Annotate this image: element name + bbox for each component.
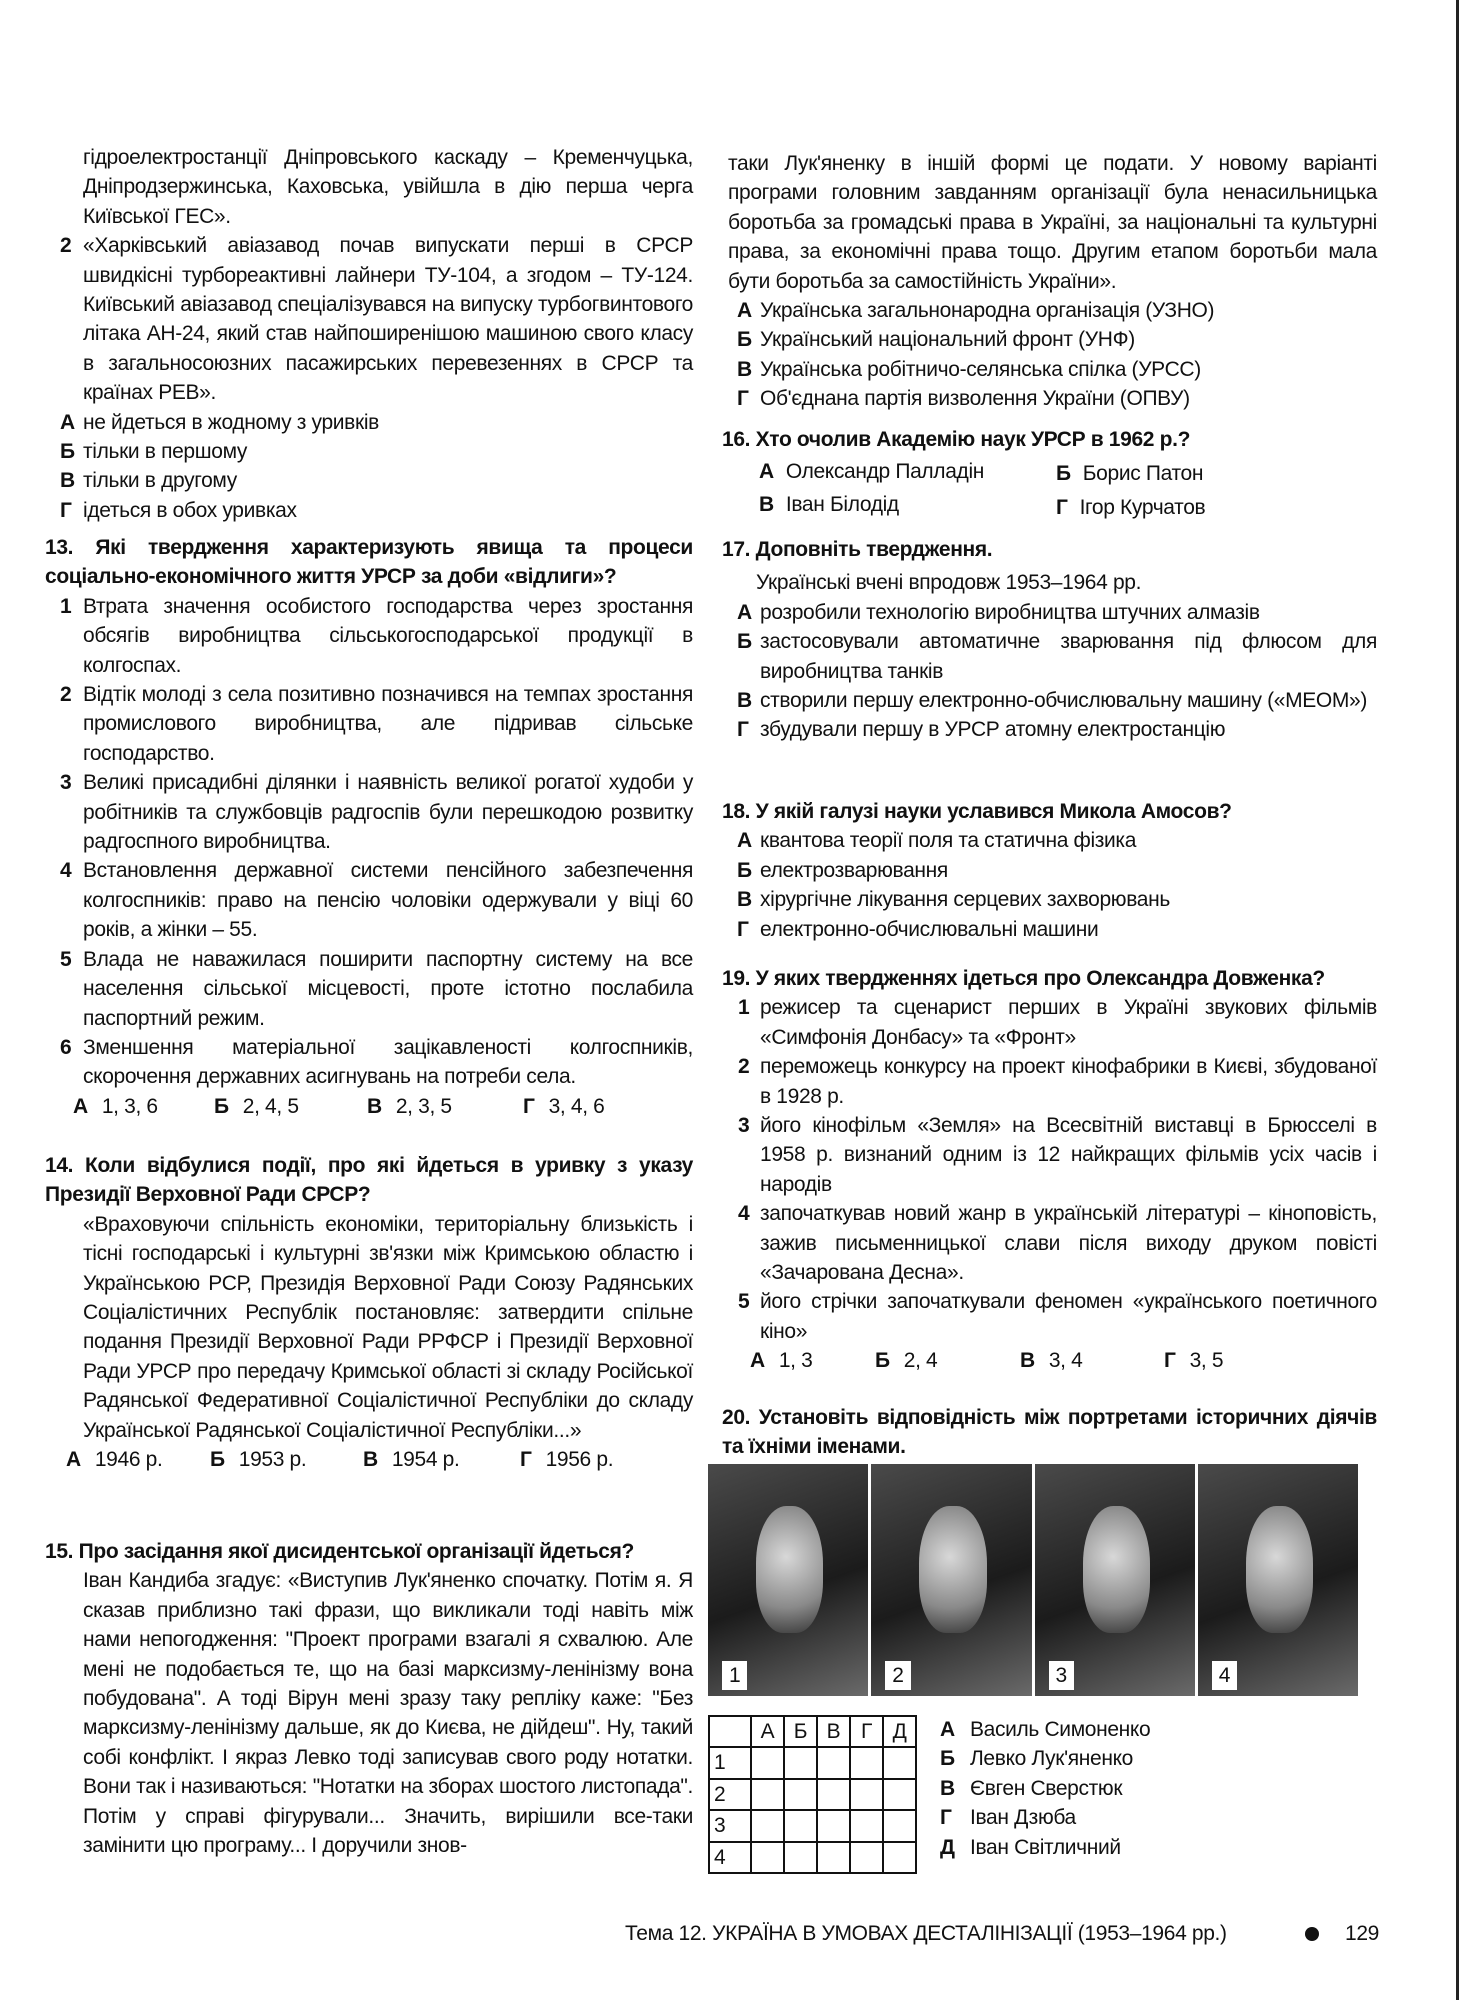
grid-cell[interactable] (784, 1779, 817, 1810)
name-option[interactable] (940, 1774, 1150, 1803)
grid-cell[interactable] (751, 1779, 784, 1810)
decree-quote: «Враховуючи спільність економіки, територіальну близькість і тісні господарські і культурні зв'язки між Кримською областю і Українською РСР, Президія Верховної Ради Союзу Радянських Соціалістичних Республік постановляє: затвердити спільне подання Президії Верховної Ради РРФСР і Президії Верховної Ради УРСР про передачу Кримської області зі складу Російської Радянської Федеративної Соціалістичної Республіки до складу Української Радянської Соціалістичної Республіки...» (83, 1212, 693, 1442)
answer-option[interactable] (363, 1445, 459, 1474)
option-text: 1953 р. (238, 1448, 307, 1472)
q16-block (722, 425, 1377, 527)
grid-col-header: В (817, 1716, 850, 1747)
name-option[interactable] (940, 1833, 1150, 1862)
answer-row (722, 1346, 1377, 1376)
grid-col-header: А (751, 1716, 784, 1747)
portrait-3 (1035, 1464, 1195, 1696)
q17-block (722, 535, 1377, 745)
grid-cell[interactable] (817, 1779, 850, 1810)
portrait-number: 1 (722, 1661, 747, 1690)
option[interactable] (1056, 493, 1205, 522)
option-text: 3, 4 (1048, 1349, 1083, 1373)
question-title: 17. Доповніть твердження. (722, 538, 993, 561)
answer-option[interactable] (210, 1445, 306, 1474)
grid-cell[interactable] (883, 1810, 916, 1841)
answer-option[interactable] (750, 1346, 812, 1375)
item-number: 5 (60, 947, 72, 971)
option[interactable] (722, 296, 1377, 325)
option-text: 3, 4, 6 (548, 1094, 605, 1118)
grid-cell[interactable] (784, 1842, 817, 1873)
memoir-quote: Іван Кандиба згадує: «Виступив Лук'яненко спочатку. Потім я. Я сказав приблизно такі фрази, що викликали тоді навіть між нами непогодження: "Проект програми взагалі я схвалюю. Але мені не подобається те, що на базі марксизму-ленінізму вона побудована". А тоді Вірун мені зразу таку репліку каже: "Без марксизму-ленінізму дальше, як до Києва, не дійдеш". Ну, такий собі конфлікт. І якраз Левко тоді записував свого роду нотатки. Вони так і називаються: "Нотатки на зборах шостого листопада". Потім у справі фігурували... Значить, вирішили все-таки замінити цю програму... І доручили знов- (83, 1569, 693, 1858)
grid-cell[interactable] (883, 1779, 916, 1810)
option-letter: Б (737, 858, 752, 882)
option-text: Український національний фронт (УНФ) (760, 328, 1135, 352)
grid-cell[interactable] (784, 1810, 817, 1841)
option-letter: В (737, 689, 752, 713)
item-number: 4 (738, 1202, 750, 1226)
item-number: 3 (60, 771, 72, 795)
option-text: Об'єднана партія визволення України (ОПВУ) (760, 387, 1190, 411)
answer-option[interactable] (520, 1445, 613, 1474)
answer-option[interactable] (66, 1445, 162, 1474)
grid-cell[interactable] (751, 1747, 784, 1778)
question-title: 19. У яких твердженнях ідеться про Олександра Довженка? (722, 967, 1325, 990)
answer-option[interactable] (214, 1092, 299, 1121)
option-letter: Г (737, 387, 749, 411)
question-title: 18. У якій галузі науки уславився Микола Амосов? (722, 800, 1232, 823)
option[interactable] (722, 885, 1377, 914)
option-text: 2, 4, 5 (242, 1094, 299, 1118)
option-letter: А (737, 600, 752, 624)
question-title: 20. Установіть відповідність між портретами історичних діячів та їхніми іменами. (722, 1406, 1377, 1459)
option-letter: Г (940, 1806, 952, 1830)
grid-row-header: 2 (709, 1779, 751, 1810)
option-letter: Б (60, 440, 75, 464)
option-text: Василь Симоненко (970, 1718, 1151, 1741)
name-option[interactable] (940, 1803, 1150, 1832)
portrait-number: 4 (1212, 1661, 1237, 1690)
name-options (940, 1715, 1150, 1862)
question-title: 13. Які твердження характеризують явища та процеси соціально-економічного життя УРСР за доби «відлиги»? (45, 536, 693, 589)
item-number: 4 (60, 859, 72, 883)
portrait-4 (1198, 1464, 1358, 1696)
question-stem: Українські вчені впродовж 1953–1964 рр. (756, 571, 1142, 595)
option-text: 1946 р. (94, 1448, 163, 1472)
answer-option[interactable] (523, 1092, 605, 1121)
option-letter: Б (940, 1747, 955, 1771)
option[interactable] (722, 384, 1377, 413)
q19-block (722, 964, 1377, 1376)
portrait-number: 3 (1049, 1661, 1074, 1690)
option-letter: А (737, 299, 752, 323)
grid-cell[interactable] (850, 1747, 883, 1778)
answer-option[interactable] (73, 1092, 158, 1121)
option-letter: Д (940, 1835, 955, 1859)
option-letter: В (363, 1448, 378, 1472)
item-number: 5 (738, 1290, 750, 1314)
option[interactable] (722, 856, 1377, 885)
statement: Втрата значення особистого господарства через зростання обсягів виробництва сільськогосподарської продукції в колгоспах. (83, 594, 693, 677)
option-text: тільки в другому (83, 469, 237, 493)
name-option[interactable] (940, 1715, 1150, 1744)
option-letter: В (759, 493, 774, 517)
option-letter: Б (210, 1448, 225, 1472)
option-letter: Г (1164, 1349, 1176, 1373)
statement: започаткував новий жанр в українській літературі – кіноповість, зажив письменницької слави після виходу друком повісті «Зачарована Десна». (760, 1202, 1377, 1285)
option-text: створили першу електронно-обчислювальну машину («МЕОМ») (760, 689, 1367, 713)
statement: режисер та сценарист перших в Україні звукових фільмів «Симфонія Донбасу» та «Фронт» (760, 996, 1377, 1049)
grid-cell[interactable] (850, 1842, 883, 1873)
option-text: тільки в першому (83, 440, 248, 464)
excerpt-1-continuation: гідроелектростанції Дніпровського каскаду – Кременчуцька, Дніпродзержинська, Каховська, увійшла в дію перша черга Київської ГЕС». (83, 146, 693, 228)
grid-row-header: 3 (709, 1810, 751, 1841)
option-text: 1954 р. (391, 1448, 460, 1472)
option-letter: Б (214, 1094, 229, 1118)
option[interactable] (722, 715, 1377, 744)
option[interactable] (45, 496, 693, 525)
portrait-number: 2 (885, 1661, 910, 1690)
grid-cell[interactable] (883, 1842, 916, 1873)
q20-block (722, 1403, 1377, 1462)
option-text: Іван Світличний (970, 1835, 1121, 1859)
option-text: Іван Дзюба (970, 1806, 1076, 1830)
page-number: 129 (1345, 1922, 1379, 1945)
option-text: ідеться в обох уривках (83, 498, 297, 522)
option-letter: В (940, 1776, 955, 1800)
statement: переможець конкурсу на проект кінофабрики в Києві, збудованої в 1928 р. (760, 1055, 1377, 1108)
statement: Зменшення матеріальної зацікавленості колгоспників, скорочення державних асигнувань на потреби села. (83, 1035, 693, 1089)
option-text: 2, 3, 5 (395, 1094, 452, 1118)
option-letter: А (73, 1094, 88, 1118)
option-letter: Б (875, 1349, 890, 1373)
option[interactable] (722, 355, 1377, 384)
grid-cell[interactable] (751, 1810, 784, 1841)
q15-block (45, 1537, 693, 1860)
option[interactable] (722, 686, 1377, 715)
option-letter: Г (60, 498, 72, 522)
option-text: Олександр Палладін (785, 460, 985, 484)
grid-row-header: 4 (709, 1842, 751, 1873)
option-text: квантова теорії поля та статична фізика (760, 829, 1137, 853)
item-number: 2 (60, 683, 72, 707)
option-letter: Б (1056, 462, 1071, 486)
answer-option[interactable] (1164, 1346, 1223, 1375)
name-option[interactable] (940, 1744, 1150, 1773)
item-number: 2 (60, 234, 72, 258)
option-text: розробили технологію виробництва штучних алмазів (760, 600, 1260, 624)
option[interactable] (722, 598, 1377, 627)
grid-col-header: Д (883, 1716, 916, 1747)
option[interactable] (722, 915, 1377, 944)
grid-cell[interactable] (850, 1810, 883, 1841)
excerpt-2: «Харківський авіазавод почав випускати перші в СРСР швидкісні турбореактивні лайнери ТУ-104, а згодом – ТУ-124. Київський авіазавод спеціалізувався на випуску турбогвинтового літака АН-24, який став найпоширенішою машиною свого класу в загальносоюзних пасажирських перевезеннях в СРСР та країнах РЕВ». (83, 234, 693, 405)
item-number: 2 (738, 1055, 750, 1079)
option-text: Українська загальнонародна організація (УЗНО) (760, 299, 1215, 323)
grid-col-header: Б (784, 1716, 817, 1747)
option-text: застосовували автоматичне зварювання під флюсом для виробництва танків (760, 630, 1377, 683)
option-letter: А (737, 829, 752, 853)
item-number: 1 (60, 594, 72, 618)
statement: Відтік молоді з села позитивно позначився на темпах зростання промислового виробництва, але підривав сільське господарство. (83, 683, 693, 765)
option-text: електронно-обчислювальні машини (760, 917, 1099, 941)
option-text: Борис Патон (1082, 462, 1204, 486)
option-text: збудували першу в УРСР атомну електростанцію (760, 718, 1226, 742)
grid-cell[interactable] (784, 1747, 817, 1778)
option-text: 3, 5 (1189, 1349, 1224, 1373)
q14-block (45, 1151, 693, 1475)
option-letter: Г (737, 917, 749, 941)
item-number: 1 (738, 996, 750, 1020)
answer-row (45, 1092, 693, 1122)
q18-block (722, 797, 1377, 944)
option-letter: В (737, 888, 752, 912)
grid-cell[interactable] (817, 1747, 850, 1778)
option-text: 1956 р. (545, 1448, 614, 1472)
option-text: Євген Сверстюк (970, 1776, 1123, 1800)
statement: Встановлення державної системи пенсійного забезпечення колгоспників: право на пенсію чоловіки одержували у віці 60 років, а жінки – 55. (83, 859, 693, 942)
q12-block (45, 143, 693, 525)
option-letter: Г (523, 1094, 535, 1118)
statement: Великі присадибні ділянки і наявність великої рогатої худоби у робітників та службовців радгоспів були перешкодою розвитку радгоспного виробництва. (83, 771, 693, 854)
option-letter: Б (737, 630, 752, 654)
q15-continuation (722, 149, 1377, 414)
option-letter: Г (520, 1448, 532, 1472)
option[interactable] (45, 408, 693, 437)
answer-grid (708, 1715, 917, 1874)
statement: його кінофільм «Земля» на Всесвітній виставці в Брюсселі в 1958 р. визнаний одним із 12 найкращих фільмів усіх часів і народів (760, 1114, 1377, 1196)
option-letter: А (759, 460, 774, 484)
option-text: Ігор Курчатов (1079, 496, 1206, 520)
grid-cell[interactable] (751, 1842, 784, 1873)
portraits (708, 1464, 1358, 1696)
grid-cell[interactable] (850, 1779, 883, 1810)
option-text: не йдеться в жодному з уривків (83, 410, 379, 434)
footer-topic: Тема 12. УКРАЇНА В УМОВАХ ДЕСТАЛІНІЗАЦІЇ (1953–1964 рр.) (625, 1922, 1227, 1945)
portrait-1 (708, 1464, 868, 1696)
option-letter: А (66, 1448, 81, 1472)
question-title: 15. Про засідання якої дисидентської організації йдеться? (45, 1540, 634, 1563)
option-letter: В (60, 469, 75, 493)
question-title: 14. Коли відбулися події, про які йдеться в уривку з указу Президії Верховної Ради СРСР? (45, 1154, 693, 1207)
option[interactable] (759, 490, 899, 519)
option-letter: А (940, 1718, 955, 1741)
statement: його стрічки започаткували феномен «українського поетичного кіно» (760, 1290, 1377, 1343)
option[interactable] (722, 325, 1377, 354)
option-letter: Г (1056, 496, 1068, 520)
option[interactable] (722, 627, 1377, 686)
option-text: 1, 3, 6 (101, 1094, 158, 1118)
grid-cell[interactable] (883, 1747, 916, 1778)
bullet-icon (1305, 1927, 1319, 1941)
option-letter: А (750, 1349, 765, 1373)
option-text: Іван Білодід (785, 493, 899, 517)
option[interactable] (722, 826, 1377, 855)
option-text: 1, 3 (778, 1349, 813, 1373)
grid-col-header: Г (850, 1716, 883, 1747)
option[interactable] (1056, 459, 1203, 488)
option-letter: Г (737, 718, 749, 742)
option-letter: В (1020, 1349, 1035, 1373)
statement: Влада не наважилася поширити паспортну систему на все населення сільської місцевості, проте істотно послабила паспортний режим. (83, 947, 693, 1030)
q13-block (45, 533, 693, 1122)
question-title: 16. Хто очолив Академію наук УРСР в 1962 р.? (722, 428, 1191, 451)
item-number: 6 (60, 1035, 72, 1059)
answer-row (45, 1445, 693, 1475)
option[interactable] (45, 466, 693, 495)
item-number: 3 (738, 1114, 750, 1138)
option[interactable] (45, 437, 693, 466)
grid-cell[interactable] (817, 1842, 850, 1873)
answer-option[interactable] (875, 1346, 937, 1375)
grid-cell[interactable] (817, 1810, 850, 1841)
option-letter: В (737, 357, 752, 381)
option-text: електрозварювання (760, 858, 948, 882)
option-text: 2, 4 (903, 1349, 938, 1373)
option-letter: А (60, 410, 75, 434)
option-text: Українська робітничо-селянська спілка (УРСС) (760, 357, 1201, 381)
answer-option[interactable] (367, 1092, 452, 1121)
grid-row-header: 1 (709, 1747, 751, 1778)
option-text: Левко Лук'яненко (970, 1747, 1134, 1771)
portrait-2 (871, 1464, 1031, 1696)
memoir-quote-continuation: таки Лук'яненку в іншій формі це подати. У новому варіанті програми головним завданням організації була ненасильницька боротьба за громадські права в Україні, за національні та культурні права, за економічні права тощо. Другим етапом боротьби мала бути боротьба за самостійність України». (728, 152, 1377, 293)
option[interactable] (759, 457, 984, 486)
option-letter: В (367, 1094, 382, 1118)
option-letter: Б (737, 328, 752, 352)
answer-option[interactable] (1020, 1346, 1082, 1375)
option-text: хірургічне лікування серцевих захворювань (760, 888, 1170, 912)
